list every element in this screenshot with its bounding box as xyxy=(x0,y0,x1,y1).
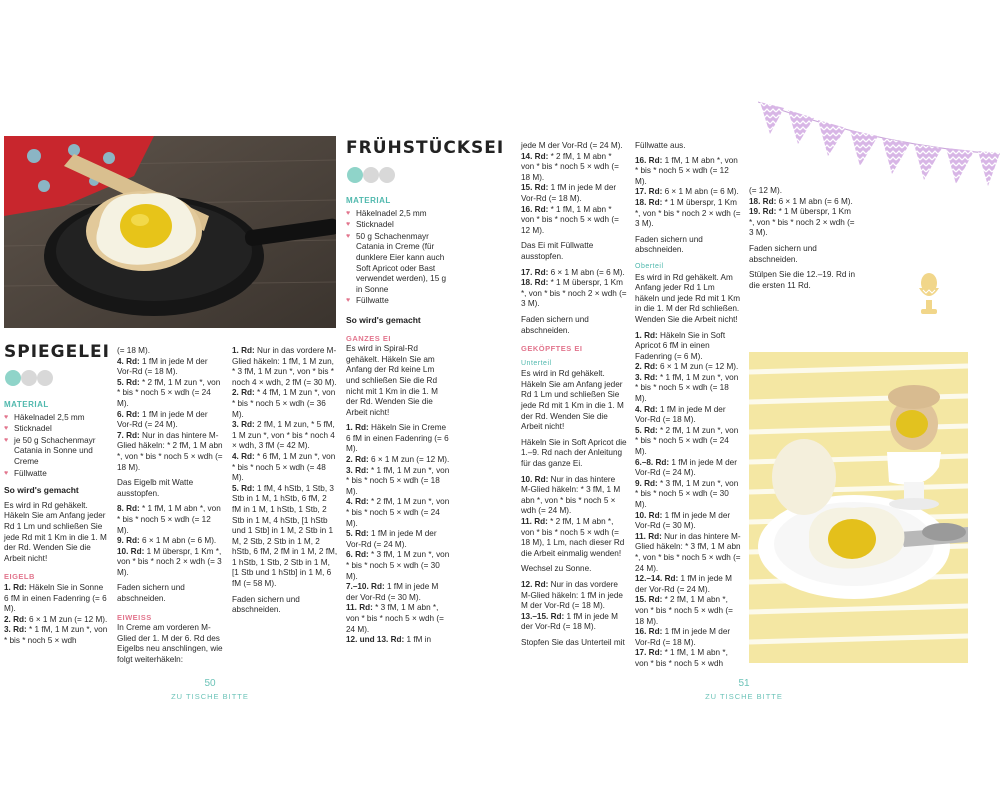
row-text: 10. Rd: 1 M überspr, 1 Km *, von * bis * noch 2 × wdh (= 3 M). xyxy=(117,546,222,577)
row-text: 7.–10. Rd: 1 fM in jede M der Vor-Rd (= 30 M). xyxy=(346,582,439,602)
continuation-text: jede M der Vor-Rd (= 24 M). xyxy=(521,141,623,150)
list-item: ♥ je 50 g Schachenmayr Catania in Sonne und Creme xyxy=(4,436,108,468)
row-text: 18. Rd: * 1 M überspr, 1 Km *, von * bis * noch 2 × wdh (= 3 M). xyxy=(635,197,741,229)
row-text: 11. Rd: * 3 fM, 1 M abn *, von * bis * noch 5 × wdh (= 24 M). xyxy=(346,603,444,634)
stuffing-note: Das Eigelb mit Watte ausstopfen. xyxy=(117,478,194,498)
yarn-balls-icon xyxy=(346,166,398,184)
stuffing-note: Das Ei mit Füllwatte ausstopfen. xyxy=(521,241,594,261)
unterteil-text: Es wird in Rd gehäkelt. Häkeln Sie am Anfang jeder Rd 1 Lm und schließen Sie jede Rd mit 1 Km in die 1. M der Rd. Wenden Sie die Arbeit nicht! xyxy=(521,369,624,432)
finish-note: Faden sichern und abschneiden. xyxy=(521,314,589,335)
row-text: 1. Rd: Häkeln Sie in Soft Apricot 6 fM in einen Fadenring (= 6 M). xyxy=(635,330,726,361)
eiweiss-label: EIWEISS xyxy=(117,612,152,622)
continuation-text: (= 18 M). xyxy=(117,346,150,355)
row-text: 17. Rd: 6 × 1 M abn (= 6 M). xyxy=(521,267,625,277)
egg-cup-icon xyxy=(917,272,941,318)
row-text: 1. Rd: Häkeln Sie in Creme 6 fM in einen Fadenring (= 6 M). xyxy=(346,423,449,454)
middle-col xyxy=(346,196,450,646)
bunting-garland xyxy=(758,96,1000,192)
oberteil-label: Oberteil xyxy=(635,262,664,270)
list-item: ♥ 50 g Schachenmayr Catania in Creme (für dunklere Eier kann auch Soft Apricot oder Bast verwendet werden), 15 g in Sonne xyxy=(346,232,450,296)
ganzes-ei-text: Es wird in Spiral-Rd gehäkelt. Häkeln Sie am Anfang der Rd keine Lm und schließen Sie die Rd nicht mit 1 Km in die 1. M der Rd. Wenden Sie die Arbeit nicht! xyxy=(346,344,438,417)
row-text: 4. Rd: * 6 fM, 1 M zun *, von * bis * noch 5 × wdh (= 48 M). xyxy=(232,451,336,483)
row-text: 11. Rd: * 2 fM, 1 M abn *, von * bis * noch 5 × wdh (= 18 M), 1 Lm, nach dieser Rd die Arbeit einmalig wenden! xyxy=(521,517,625,558)
row-text: 13.–15. Rd: 1 fM in jede M der Vor-Rd (= 18 M). xyxy=(521,611,618,632)
gekoepftes-ei-label: GEKÖPFTES EI xyxy=(521,344,583,354)
row-text: 6. Rd: 1 fM in jede M der Vor-Rd (= 24 M). xyxy=(117,409,208,430)
list-item: ♥ Häkelnadel 2,5 mm xyxy=(4,413,108,424)
materials-list xyxy=(346,209,450,307)
row-text: 1. Rd: Häkeln Sie in Sonne 6 fM in einen Fadenring (= 6 M). xyxy=(4,582,107,614)
material-label: MATERIAL xyxy=(4,400,49,409)
egg-cup-photo xyxy=(749,352,968,663)
row-text: 4. Rd: 1 fM in jede M der Vor-Rd (= 18 M). xyxy=(117,356,208,377)
row-text: 11. Rd: Nur in das hintere M-Glied häkeln: * 3 fM, 1 M abn *, von * bis * noch 5 × wdh (= 24 M). xyxy=(635,531,741,573)
final-note: Stülpen Sie die 12.–19. Rd in die ersten 11 Rd. xyxy=(749,270,856,290)
left-col-1 xyxy=(4,400,108,646)
row-text: 2. Rd: 6 × 1 M zun (= 12 M). xyxy=(4,614,108,624)
row-text: 18. Rd: * 1 M überspr, 1 Km *, von * bis * noch 2 × wdh (= 3 M). xyxy=(521,278,627,309)
row-text: 10. Rd: Nur in das hintere M-Glied häkeln: * 3 fM, 1 M abn *, von * bis * noch 5 × wdh (= 24 M). xyxy=(521,474,621,516)
list-item: ♥ Füllwatte xyxy=(346,296,450,307)
color-change-note: Wechsel zu Sonne. xyxy=(521,564,592,574)
row-text: 16. Rd: 1 fM in jede M der Vor-Rd (= 18 M). xyxy=(635,627,731,647)
fried-egg-pan-photo xyxy=(4,136,336,328)
right-col-1 xyxy=(521,141,627,649)
row-text: 9. Rd: 6 × 1 M abn (= 6 M). xyxy=(117,536,217,546)
list-item: ♥ Sticknadel xyxy=(4,424,108,435)
row-text: 6.–8. Rd: 1 fM in jede M der Vor-Rd (= 24 M). xyxy=(635,457,737,478)
finish-note: Faden sichern und abschneiden. xyxy=(117,583,185,604)
finish-note: Faden sichern und abschneiden. xyxy=(635,234,703,255)
eiweiss-text: In Creme am vorderen M-Glied der 1. M der 6. Rd des Eigelbs neu anschlingen, wie folgt weiterhäkeln: xyxy=(117,623,223,665)
row-text: 18. Rd: 6 × 1 M abn (= 6 M). xyxy=(749,196,853,206)
ganzes-ei-label: GANZES EI xyxy=(346,333,391,343)
row-text: 3. Rd: * 1 fM, 1 M zun *, von * bis * noch 5 × wdh (= 18 M). xyxy=(346,465,450,496)
row-text: 3. Rd: * 1 fM, 1 M zun *, von * bis * noch 5 × wdh xyxy=(4,625,108,645)
material-label: MATERIAL xyxy=(346,196,391,205)
list-item: ♥ Sticknadel xyxy=(346,220,450,231)
row-text: 2. Rd: 6 × 1 M zun (= 12 M). xyxy=(346,455,450,465)
page-footer-left: ZU TISCHE BITTE xyxy=(171,692,249,701)
row-text: 15. Rd: 1 fM in jede M der Vor-Rd (= 18 M). xyxy=(521,183,617,203)
row-text: 17. Rd: 6 × 1 M abn (= 6 M). xyxy=(635,187,739,197)
row-text: 15. Rd: * 2 fM, 1 M abn *, von * bis * noch 5 × wdh (= 18 M). xyxy=(635,595,733,626)
row-text: 5. Rd: * 2 fM, 1 M zun *, von * bis * noch 5 × wdh (= 24 M). xyxy=(635,425,739,457)
list-item: ♥ Häkelnadel 2,5 mm xyxy=(346,209,450,220)
row-text: 9. Rd: * 3 fM, 1 M zun *, von * bis * noch 5 × wdh (= 30 M). xyxy=(635,478,739,509)
row-text: 10. Rd: 1 fM in jede M der Vor-Rd (= 30 M). xyxy=(635,510,731,531)
row-text: 2. Rd: * 4 fM, 1 M zun *, von * bis * noch 5 × wdh (= 36 M). xyxy=(232,388,336,419)
list-item: ♥ Füllwatte xyxy=(4,469,108,480)
right-col-2 xyxy=(635,141,741,670)
row-text: 2. Rd: 6 × 1 M zun (= 12 M). xyxy=(635,362,739,372)
continuation-text: (= 12 M). xyxy=(749,186,782,195)
unterteil-label: Unterteil xyxy=(521,359,552,367)
row-text: 19. Rd: * 1 M überspr, 1 Km *, von * bis * noch 2 × wdh (= 3 M). xyxy=(749,207,855,238)
row-text: 17. Rd: * 1 fM, 1 M abn *, von * bis * noch 5 × wdh xyxy=(635,648,728,668)
row-text: 16. Rd: 1 fM, 1 M abn *, von * bis * noch 5 × wdh (= 12 M). xyxy=(635,155,738,186)
so-wirds-gemacht-heading: So wird's gemacht xyxy=(4,485,79,496)
yarn-balls-icon xyxy=(4,369,56,387)
continuation-text: Füllwatte aus. xyxy=(635,141,686,150)
row-text: 3. Rd: * 1 fM, 1 M zun *, von * bis * noch 5 × wdh (= 18 M). xyxy=(635,372,739,404)
left-col-2 xyxy=(117,346,223,666)
finish-note: Faden sichern und abschneiden. xyxy=(749,243,817,264)
stuffing-note: Stopfen Sie das Unterteil mit xyxy=(521,637,625,647)
fruehstuecksei-title: FRÜHSTÜCKSEI xyxy=(346,138,505,158)
row-text: 14. Rd: * 2 fM, 1 M abn * von * bis * noch 5 × wdh (= 18 M). xyxy=(521,151,619,182)
oberteil-text: Es wird in Rd gehäkelt. Am Anfang jeder Rd 1 Lm häkeln und jede Rd mit 1 Km in die 1. M der Rd schließen. Wenden Sie die Arbeit nicht! xyxy=(635,272,741,324)
row-text: 5. Rd: * 2 fM, 1 M zun *, von * bis * noch 5 × wdh (= 24 M). xyxy=(117,377,221,408)
row-text: 4. Rd: * 2 fM, 1 M zun *, von * bis * noch 5 × wdh (= 24 M). xyxy=(346,497,450,528)
intro-text: Es wird in Rd gehäkelt. Häkeln Sie am Anfang jeder Rd 1 Lm und schließen Sie jede Rd mit 1 Km in die 1. M der Rd. Wenden Sie die Arbeit nicht! xyxy=(4,500,107,563)
row-text: 16. Rd: * 1 fM, 1 M abn * von * bis * noch 5 × wdh (= 12 M). xyxy=(521,204,619,235)
page-number-left: 50 xyxy=(204,678,216,689)
row-text: 12. und 13. Rd: 1 fM in xyxy=(346,635,432,645)
row-text: 1. Rd: Nur in das vordere M-Glied häkeln: 1 fM, 1 M zun, * 3 fM, 1 M zun *, von * bis * noch 4 × wdh, 2 fM (= 30 M). xyxy=(232,346,337,387)
spiegelei-title: SPIEGELEI xyxy=(4,342,110,362)
row-text: 8. Rd: * 1 fM, 1 M abn *, von * bis * noch 5 × wdh (= 12 M). xyxy=(117,504,221,535)
so-wirds-gemacht-heading: So wird's gemacht xyxy=(346,314,421,325)
row-text: 5. Rd: 1 fM, 4 hStb, 1 Stb, 3 Stb in 1 M, 1 hStb, 6 fM, 2 fM in 1 M, 1 hStb, 1 Stb, 2 Stb in 1 M, 4 hStb, [1 hStb und 1 Stb] in 1 M, 2 Stb in 1 M, 2 Stb, 2 Stb in 1 M, 2 hStb, 6 fM, 2 fM in 1 M, 2 fM, 1 hStb, 1 Stb, 2 Stb in 1 M, [1 Stb und 1 hStb] in 1 M, 6 fM (= 58 M). xyxy=(232,483,338,589)
row-text: 5. Rd: 1 fM in jede M der Vor-Rd (= 24 M). xyxy=(346,529,437,549)
finish-note: Faden sichern und abschneiden. xyxy=(232,594,300,615)
unterteil-text-2: Häkeln Sie in Soft Apricot die 1.–9. Rd nach der Anleitung für das ganze Ei. xyxy=(521,437,627,469)
page-number-right: 51 xyxy=(738,678,750,689)
row-text: 4. Rd: 1 fM in jede M der Vor-Rd (= 18 M). xyxy=(635,404,726,425)
row-text: 7. Rd: Nur in das hintere M-Glied häkeln: * 2 fM, 1 M abn *, von * bis * noch 5 × wdh (= 18 M). xyxy=(117,430,223,472)
row-text: 12.–14. Rd: 1 fM in jede M der Vor-Rd (= 24 M). xyxy=(635,574,732,594)
materials-list xyxy=(4,413,108,480)
row-text: 3. Rd: 2 fM, 1 M zun, * 5 fM, 1 M zun *, von * bis * noch 4 × wdh, 3 fM (= 42 M). xyxy=(232,420,335,451)
page-footer-right: ZU TISCHE BITTE xyxy=(705,692,783,701)
left-col-3 xyxy=(232,346,338,616)
row-text: 6. Rd: * 3 fM, 1 M zun *, von * bis * noch 5 × wdh (= 30 M). xyxy=(346,550,450,581)
eigelb-label: EIGELB xyxy=(4,572,35,582)
right-col-3 xyxy=(749,186,857,291)
row-text: 12. Rd: Nur in das vordere M-Glied häkeln: 1 fM in jede M der Vor-Rd (= 18 M). xyxy=(521,579,623,611)
